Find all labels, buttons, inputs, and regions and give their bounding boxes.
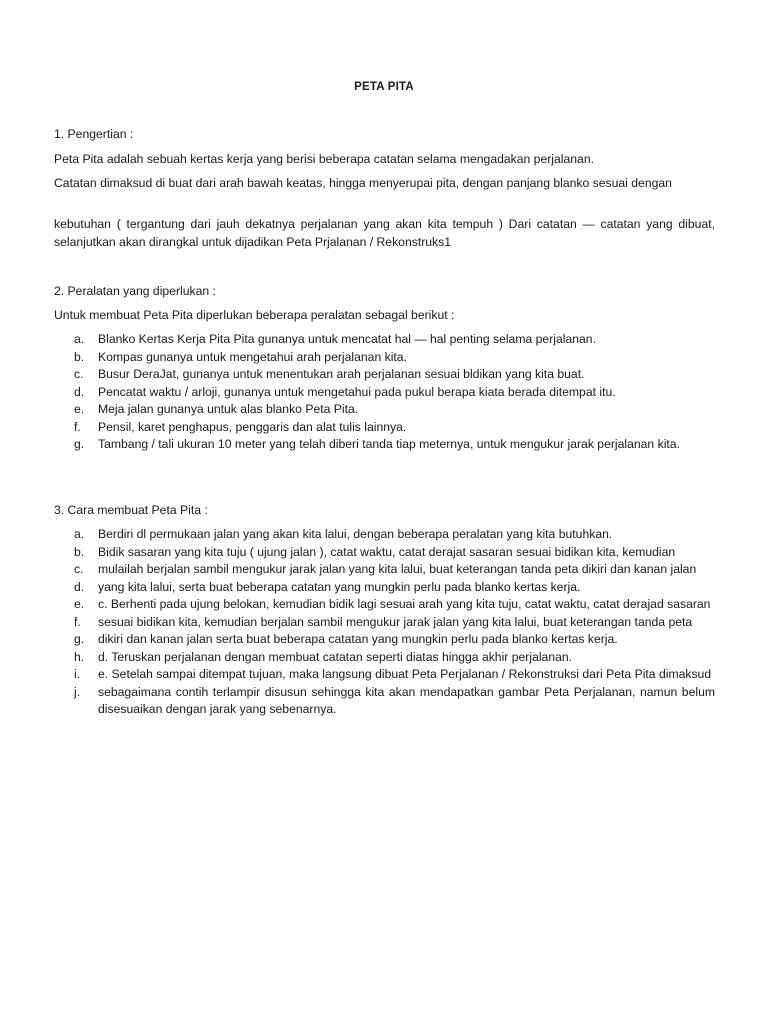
list-item — [54, 649, 715, 667]
list-item-text: Berdiri dl permukaan jalan yang akan kita lalui, dengan beberapa peralatan yang kita butuhkan. — [98, 527, 613, 541]
list-item-text: Pensil, karet penghapus, penggaris dan alat tulis lainnya. — [98, 419, 407, 434]
list-marker: f. — [74, 419, 81, 434]
list-item — [54, 684, 715, 719]
list-item — [54, 666, 715, 684]
section-2-intro-block — [54, 307, 715, 325]
list-item — [54, 526, 715, 544]
section-2-intro: Untuk membuat Peta Pita diperlukan beberapa peralatan sebagal berikut : — [54, 308, 455, 322]
list-marker: a. — [74, 527, 85, 541]
section-1-paragraph: Catatan dimaksud di buat dari arah bawah keatas, hingga menyerupai pita, dengan panjang blanko sesuai dengan — [54, 176, 672, 190]
section-1-heading: 1. Pengertian : — [54, 127, 134, 141]
section-2-heading-block — [54, 283, 715, 301]
list-item-text: c. Berhenti pada ujung belokan, kemudian bidik lagi sesuai arah yang kita tuju, catat waktu, catat derajad sasaran — [98, 597, 711, 611]
list-item-text: Meja jalan gunanya untuk alas blanko Peta Pita. — [98, 402, 359, 416]
list-item — [54, 436, 715, 454]
list-item — [54, 401, 715, 419]
list-marker: g. — [74, 632, 85, 646]
steps-list — [54, 526, 715, 719]
list-item-text: Tambang / tali ukuran 10 meter yang telah diberi tanda tiap meternya, untuk mengukur jarak perjalanan kita. — [98, 437, 680, 451]
section-1-paragraph-3-block — [54, 216, 715, 251]
list-marker: c. — [74, 367, 84, 381]
list-item — [54, 349, 715, 367]
list-item — [54, 384, 715, 402]
list-marker: g. — [74, 437, 85, 451]
list-item — [54, 614, 715, 632]
list-item — [54, 631, 715, 649]
list-marker: b. — [74, 544, 85, 559]
list-item-text: yang kita lalui, serta buat beberapa catatan yang mungkin perlu pada blanko kertas kerja. — [98, 579, 581, 594]
list-item-text: dikiri dan kanan jalan serta buat beberapa catatan yang mungkin perlu pada blanko kertas kerja. — [98, 632, 618, 646]
list-marker: h. — [74, 649, 85, 664]
section-1-paragraph-2-block — [54, 175, 715, 193]
equipment-list — [54, 331, 715, 454]
list-marker: d. — [74, 579, 85, 594]
section-3-heading-block — [54, 502, 715, 520]
list-marker: a. — [74, 332, 85, 346]
list-item-text: e. Setelah sampai ditempat tujuan, maka langsung dibuat Peta Perjalanan / Rekonstruksi dari Peta Pita dimaksud — [98, 667, 712, 681]
list-item-text: Kompas gunanya untuk mengetahui arah perjalanan kita. — [98, 349, 407, 364]
list-item — [54, 544, 715, 562]
list-item-text: mulailah berjalan sambil mengukur jarak jalan yang kita lalui, buat keterangan tanda peta dikiri dan kanan jalan — [98, 562, 697, 576]
list-item — [54, 366, 715, 384]
list-marker: j. — [74, 684, 81, 699]
list-item-text: d. Teruskan perjalanan dengan membuat catatan seperti diatas hingga akhir perjalanan. — [98, 649, 573, 664]
list-marker: e. — [74, 597, 85, 611]
list-marker: i. — [74, 667, 81, 681]
list-item — [54, 561, 715, 579]
list-item-text: Bidik sasaran yang kita tuju ( ujung jalan ), catat waktu, catat derajat sasaran sesuai bidikan kita, kemudian — [98, 544, 676, 559]
list-marker: d. — [74, 384, 85, 399]
list-item-text: Busur DeraJat, gunanya untuk menentukan arah perjalanan sesuai bldikan yang kita buat. — [98, 367, 585, 381]
section-1-paragraph: Peta Pita adalah sebuah kertas kerja yang berisi beberapa catatan selama mengadakan perjalanan. — [54, 152, 594, 166]
section-1-paragraph-1-block — [54, 151, 715, 169]
list-item-text: Blanko Kertas Kerja Pita Pita gunanya untuk mencatat hal — hal penting selama perjalanan. — [98, 332, 596, 346]
section-3-list-block — [54, 526, 715, 719]
list-marker: f. — [74, 614, 81, 629]
section-2-list-block — [54, 331, 715, 454]
list-item — [54, 419, 715, 437]
list-marker: e. — [74, 402, 85, 416]
list-item-text: sesuai bidikan kita, kemudian berjalan sambil mengukur jarak jalan yang kita lalui, buat keterangan tanda peta — [98, 614, 693, 629]
list-marker: c. — [74, 562, 84, 576]
section-1-paragraph: kebutuhan ( tergantung dari jauh dekatnya perjalanan yang akan kita tempuh ) Dari catatan — catatan yang dibuat, selanjutkan akan dirangkal untuk dijadikan Peta Prjalanan / Rekonstruks1 — [54, 217, 715, 249]
list-item — [54, 596, 715, 614]
document-title: PETA PITA — [354, 81, 414, 93]
section-3-heading: 3. Cara membuat Peta Pita : — [54, 503, 208, 517]
list-item — [54, 579, 715, 597]
section-1-heading-block — [54, 126, 715, 144]
section-2-heading: 2. Peralatan yang diperlukan : — [54, 284, 216, 298]
list-item — [54, 331, 715, 349]
list-item-text: Pencatat waktu / arloji, gunanya untuk mengetahui pada pukul berapa kiata berada ditempat itu. — [98, 384, 616, 399]
list-marker: b. — [74, 349, 85, 364]
list-item-text: sebagaimana contih terlampir disusun sehingga kita akan mendapatkan gambar Peta Perjalanan, namun belum disesuaikan dengan jarak yang sebenarnya. — [98, 684, 715, 716]
